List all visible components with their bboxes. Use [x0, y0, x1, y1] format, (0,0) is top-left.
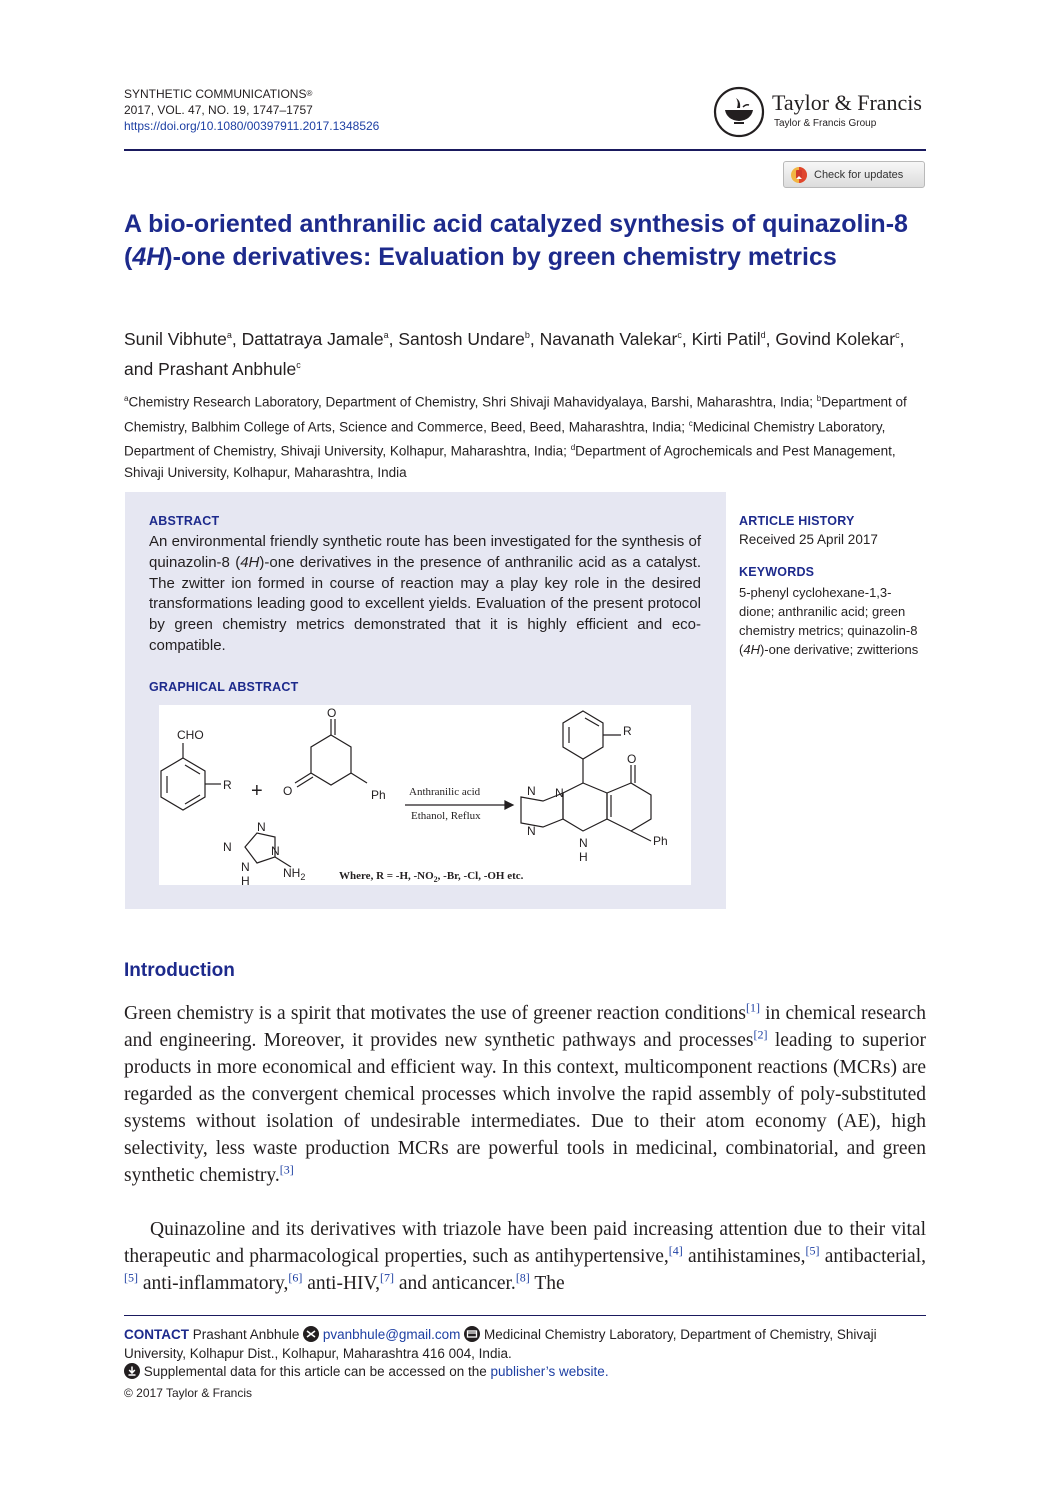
citation-link[interactable]: [6] [288, 1270, 303, 1285]
svg-text:H: H [579, 850, 588, 864]
keywords-list: 5-phenyl cyclohexane-1,3-dione; anthranilic acid; green chemistry metrics; quinazolin-8 (4H)-one derivative; zwitterions [739, 585, 919, 657]
introduction-heading: Introduction [124, 960, 235, 981]
arrow-reagent: Anthranilic acid [409, 786, 481, 798]
graphical-abstract-scheme [159, 705, 691, 885]
paragraph-text: in chemical research and engineering. Moreover, it provides new synthetic pathways and processes [124, 1003, 926, 1051]
affiliation-text: Medicinal Chemistry Laboratory, Department of Chemistry, Shivaji University, Kolhapur, Maharashtra, India; [124, 419, 886, 459]
citation-link[interactable]: [2] [753, 1027, 768, 1042]
publisher-group: Taylor & Francis Group [774, 118, 877, 129]
paragraph-text: leading to superior products in more economical and efficient way. In this context, multicomponent reactions (MCRs) are regarded as the convergent chemical processes which involve the rapid assembly of poly-substituted systems without isolation of undesirable intermediates. Due to their atom economy (AE), high selectivity, less waste production MCRs are powerful tools in medicinal, combinatorial, and green synthetic chemistry. [124, 1030, 926, 1186]
affiliation-key: a [124, 394, 129, 403]
svg-text:N: N [241, 860, 250, 874]
author-name: Prashant Anbhule [158, 358, 297, 379]
author-name: Dattatraya Jamale [241, 328, 384, 349]
author-name: Navanath Valekar [539, 328, 678, 349]
svg-text:N: N [527, 784, 536, 798]
affiliation-text: Department of Agrochemicals and Pest Management, Shivaji University, Kolhapur, Maharashtra, India [124, 443, 896, 480]
paragraph-text: anti-HIV, [302, 1273, 380, 1294]
nh2-label: $NH_2$ [283, 866, 306, 882]
cyclohexanedione-structure [295, 719, 367, 787]
publisher-website-link[interactable]: publisher’s website. [490, 1364, 609, 1379]
benzaldehyde-structure [161, 743, 221, 810]
contact-name: Prashant Anbhule [192, 1327, 300, 1342]
email-icon [303, 1326, 319, 1342]
author-affiliation-mark: d [760, 330, 766, 340]
svg-text:N: N [579, 836, 588, 850]
svg-text:N: N [271, 844, 280, 858]
svg-text:N: N [555, 786, 564, 800]
received-date: Received 25 April 2017 [739, 532, 878, 547]
author-affiliation-mark: c [296, 359, 301, 370]
paragraph-text: anti-inflammatory, [138, 1273, 289, 1294]
svg-text:N: N [257, 820, 266, 834]
author-affiliation-mark: a [226, 330, 232, 340]
plus-sign: + [251, 780, 263, 802]
svg-text:H: H [241, 874, 250, 885]
contact-info [124, 1325, 929, 1363]
supplemental-note [124, 1363, 609, 1379]
article-title: A bio-oriented anthranilic acid catalyzed synthesis of quinazolin-8 (4H)-one derivatives: Evaluation by green chemistry metrics [124, 210, 908, 271]
journal-info [124, 86, 379, 134]
intro-paragraph-1 [124, 1000, 926, 1189]
paragraph-text: The [529, 1273, 565, 1294]
paragraph-text: Green chemistry is a spirit that motivates the use of greener reaction conditions [124, 1003, 746, 1024]
address-icon [464, 1326, 480, 1342]
supplemental-text: Supplemental data for this article can be accessed on the [143, 1364, 487, 1379]
contact-label: CONTACT [124, 1327, 189, 1342]
citation-link[interactable]: [1] [745, 1000, 760, 1015]
graphical-abstract-heading: GRAPHICAL ABSTRACT [149, 680, 299, 694]
affiliation-key: b [816, 394, 822, 403]
aminotriazole-structure [245, 833, 291, 867]
crossmark-icon [790, 166, 808, 184]
citation-link[interactable]: [3] [279, 1162, 294, 1177]
affiliation-key: d [570, 443, 576, 452]
intro-paragraph-2 [124, 1216, 926, 1297]
check-for-updates-button[interactable] [783, 161, 925, 188]
abstract-heading: ABSTRACT [149, 514, 220, 528]
author-name: Kirti Patil [691, 328, 761, 349]
author-name: Santosh Undare [398, 328, 525, 349]
taylor-francis-logo-icon [713, 86, 773, 138]
doi-link[interactable]: https://doi.org/10.1080/00397911.2017.1348526 [124, 119, 380, 133]
affiliations [124, 388, 934, 483]
svg-text:N: N [527, 824, 536, 838]
journal-name: SYNTHETIC COMMUNICATIONS [124, 87, 307, 101]
r-label-1: R [223, 778, 232, 792]
author-affiliation-mark: c [895, 330, 900, 340]
paragraph-text: antibacterial, [819, 1246, 927, 1267]
cho-label: CHO [177, 728, 204, 742]
footer-rule [124, 1315, 926, 1316]
email-link[interactable]: pvanbhule@gmail.com [322, 1327, 461, 1342]
abstract-text: An environmental friendly synthetic route has been investigated for the synthesis of quinazolin-8 (4H)-one derivatives in the presence of anthranilic acid as a catalyst. The zwitter ion formed in course of reaction may a play key role in the desired transformations leading good to excellent yields. Evaluation of the present protocol by green chemistry metrics demonstrated that it is highly efficient and eco-compatible. [149, 533, 701, 654]
citation-link[interactable]: [5] [124, 1270, 138, 1285]
copyright: © 2017 Taylor & Francis [124, 1386, 253, 1400]
paragraph-text: Quinazoline and its derivatives with triazole have been paid increasing attention due to their vital therapeutic and pharmacological properties, such as antihypertensive, [124, 1219, 926, 1267]
volume-line: 2017, VOL. 47, NO. 19, 1747–1757 [124, 103, 313, 117]
article-history-heading: ARTICLE HISTORY [739, 514, 855, 528]
author-list: Sunil Vibhute$^a$, Dattatraya Jamale$^a$, Santosh Undare$^b$, Navanath Valekar$^c$, Kirti Patil$^d$, Govind Kolekar$^c$, and Prashant Anbhule$^c$ [124, 328, 905, 379]
o-label-1: O [327, 706, 337, 720]
keywords-heading: KEYWORDS [739, 565, 815, 579]
author-affiliation-mark: a [383, 330, 389, 340]
citation-link[interactable]: [7] [380, 1270, 394, 1285]
ph-label-1: Ph [371, 788, 386, 802]
author-name: Sunil Vibhute [124, 328, 227, 349]
svg-text:O: O [627, 752, 637, 766]
affiliation-key: c [688, 418, 693, 428]
author-affiliation-mark: c [677, 330, 682, 340]
registered-mark: ® [306, 89, 313, 98]
contact-address: Medicinal Chemistry Laboratory, Department of Chemistry, Shivaji University, Kolhapur Dist., Kolhapur, Maharashtra 416 004, India. [124, 1327, 877, 1361]
affiliation-text: Department of Chemistry, Balbhim College of Arts, Science and Commerce, Beed, Beed, Maharashtra, India; [124, 394, 907, 434]
citation-link[interactable]: [4] [668, 1243, 683, 1258]
publisher-name: Taylor & Francis [772, 90, 922, 115]
check-updates-label: Check for updates [814, 168, 904, 181]
citation-link[interactable]: [8] [515, 1270, 530, 1285]
citation-link[interactable]: [5] [805, 1243, 820, 1258]
affiliation-text: Chemistry Research Laboratory, Department of Chemistry, Shri Shivaji Mahavidyalaya, Barshi, Maharashtra, India; [128, 394, 813, 410]
download-icon [124, 1363, 140, 1379]
arrow-conditions: Ethanol, Reflux [411, 810, 481, 822]
author-name: Govind Kolekar [775, 328, 896, 349]
paragraph-text: and anticancer. [394, 1273, 516, 1294]
substituent-note: Where, R = -H, $-NO_2$, -Br, -Cl, -OH etc. [339, 870, 524, 884]
author-connector: and [124, 358, 154, 379]
svg-text:R: R [623, 724, 632, 738]
o-label-2: O [283, 784, 293, 798]
ph-label-2: Ph [653, 834, 668, 848]
author-affiliation-mark: b [524, 330, 530, 340]
header-rule [124, 149, 926, 151]
svg-text:N: N [223, 840, 232, 854]
paragraph-text: antihistamines, [682, 1246, 806, 1267]
